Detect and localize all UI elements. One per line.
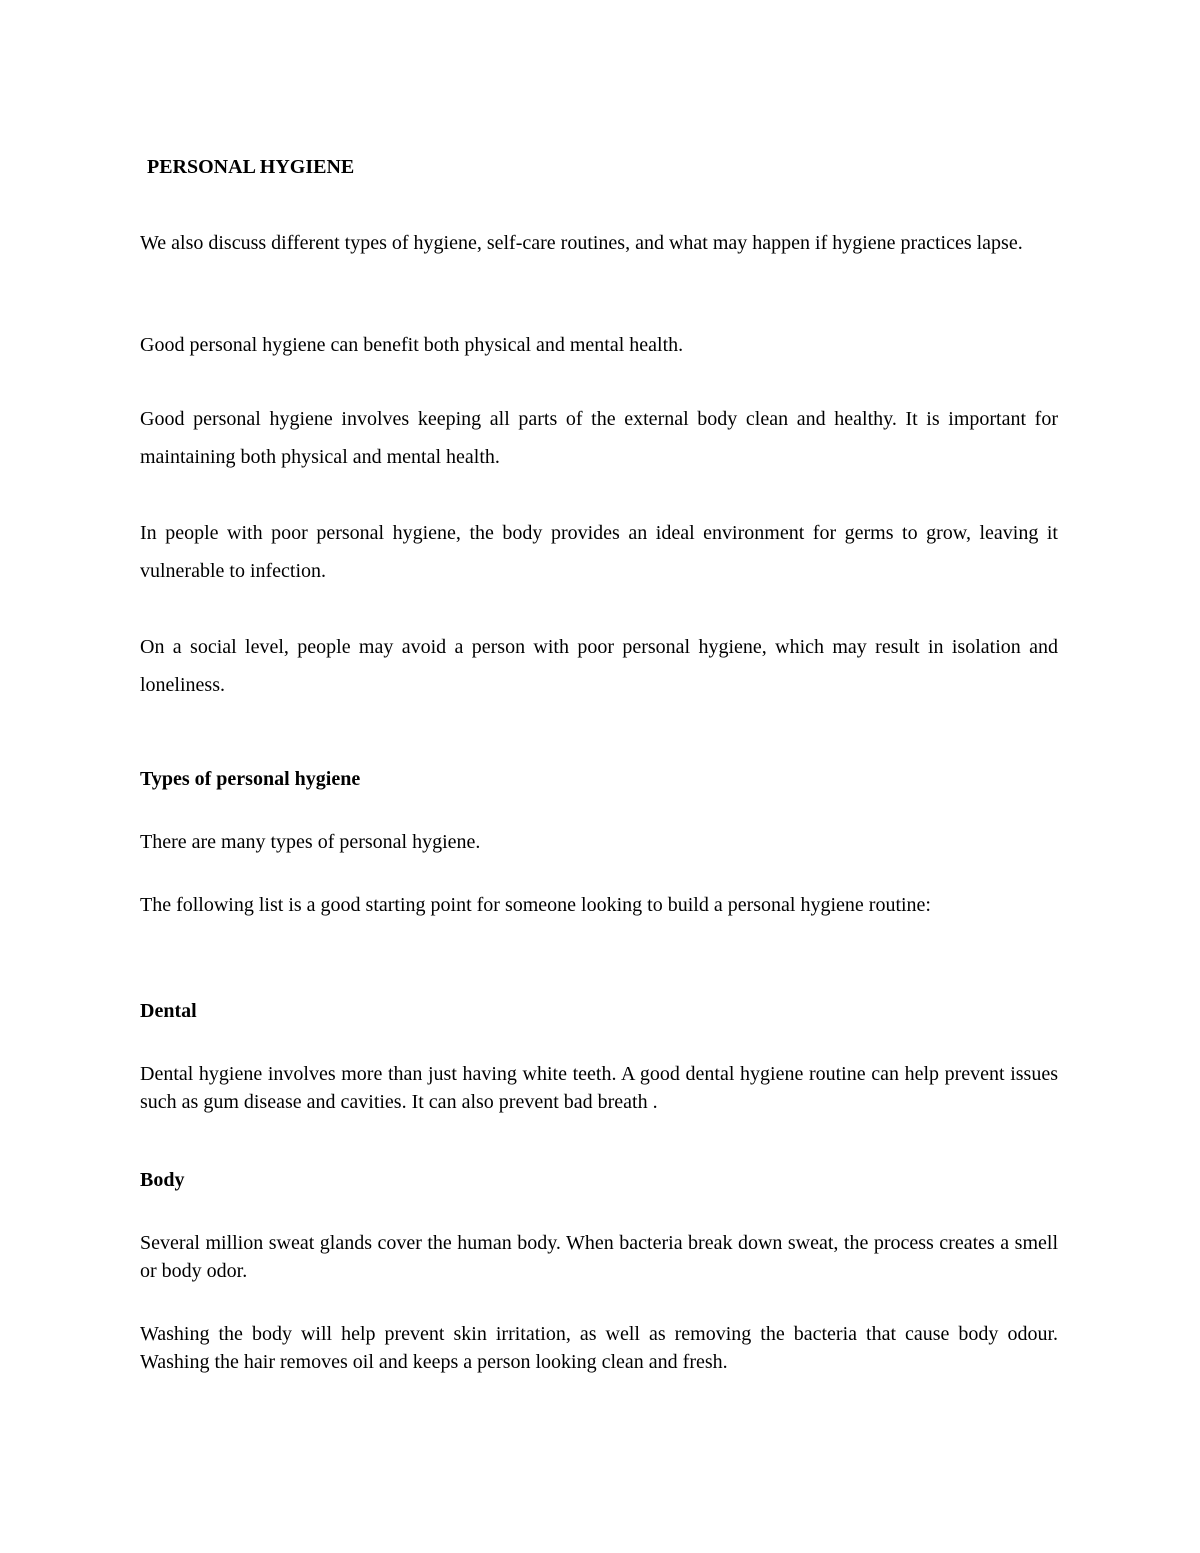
intro-paragraph-1: We also discuss different types of hygiene, self-care routines, and what may happen if hygiene practices lapse. <box>140 232 1023 254</box>
section-heading-dental: Dental <box>140 1000 197 1022</box>
section-heading-types: Types of personal hygiene <box>140 768 361 790</box>
dental-paragraph-1: Dental hygiene involves more than just having white teeth. A good dental hygiene routine can help prevent issues such as gum disease and cavities. It can also prevent bad breath . <box>140 1063 1058 1113</box>
section-heading-body: Body <box>140 1169 185 1191</box>
intro-paragraph-5: On a social level, people may avoid a person with poor personal hygiene, which may result in isolation and loneliness. <box>140 636 1058 696</box>
body-paragraph-2: Washing the body will help prevent skin irritation, as well as removing the bacteria that cause body odour. Washing the hair removes oil and keeps a person looking clean and fresh. <box>140 1323 1058 1373</box>
intro-paragraph-2: Good personal hygiene can benefit both physical and mental health. <box>140 334 684 356</box>
types-paragraph-1: There are many types of personal hygiene. <box>140 831 481 853</box>
body-paragraph-1: Several million sweat glands cover the human body. When bacteria break down sweat, the process creates a smell or body odor. <box>140 1232 1058 1282</box>
intro-paragraph-4: In people with poor personal hygiene, the body provides an ideal environment for germs to grow, leaving it vulnerable to infection. <box>140 522 1058 582</box>
intro-paragraph-3: Good personal hygiene involves keeping all parts of the external body clean and healthy. It is important for maintaining both physical and mental health. <box>140 408 1058 468</box>
types-paragraph-2: The following list is a good starting point for someone looking to build a personal hygiene routine: <box>140 894 931 916</box>
page-title: PERSONAL HYGIENE <box>147 156 355 178</box>
